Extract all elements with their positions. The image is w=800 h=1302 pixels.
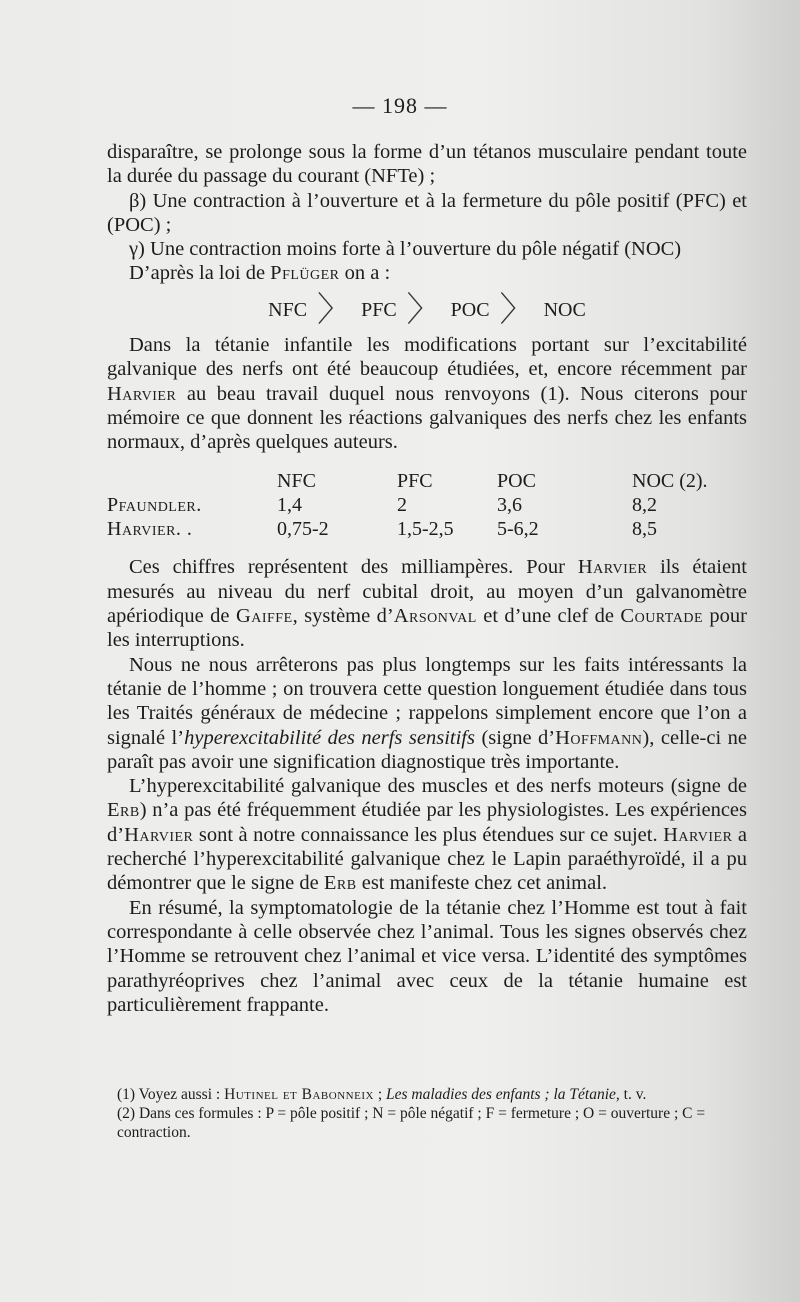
greater-than-symbol: 〉 — [317, 291, 352, 329]
list-item-gamma: γ) Une contraction moins forte à l’ouverture du pôle négatif (NOC) — [129, 238, 682, 261]
paragraph-text: L’hyperexcitabilité galvanique des muscles et des nerfs moteurs (signe de — [129, 775, 747, 798]
formula-term-poc: POC — [450, 298, 490, 321]
author-courtade: Courtade — [620, 605, 704, 628]
footnotes — [117, 1085, 747, 1142]
table-header-row — [107, 469, 742, 493]
pfluger-tail: on a : — [344, 262, 391, 285]
paragraph-text: ) n’a pas été fréquemment étudiée par les physiologistes. Les expériences d’ — [107, 799, 747, 846]
author-arsonval: Arsonval — [393, 605, 477, 628]
paragraph-text: sont à notre connaissance les plus étendues sur ce sujet. — [198, 823, 658, 846]
author-gaiffe: Gaiffe — [235, 605, 293, 628]
greater-than-symbol: 〉 — [499, 291, 534, 329]
paragraph-text: Ces chiffres représentent des milliampères. Pour — [129, 556, 565, 579]
paragraph-text: ils étaient mesurés au niveau du nerf cubital droit, au moyen d’un galvanomètre apériodique de — [107, 556, 747, 628]
author-harvier: Harvier — [124, 823, 194, 846]
table-header-cell — [107, 469, 277, 493]
paragraph-summary: En résumé, la symptomatologie de la tétanie chez l’Homme est tout à fait correspondante à celle observée chez l’animal. Tous les signes observés chez l’Homme se retrouvent chez l’animal et vice versa. L’identité des symptômes parathyréoprives chez l’animal avec ceux de la tétanie humaine est particulièrement frappante. — [107, 896, 747, 1016]
table-header-cell: PFC — [397, 469, 433, 492]
formula-term-pfc: PFC — [361, 298, 397, 321]
paragraph-text: (signe d’ — [481, 726, 556, 749]
paragraph-milliamperes — [107, 555, 747, 652]
footnote-book-title: Les maladies des enfants ; la Tétanie, — [386, 1086, 620, 1103]
formula-term-noc: NOC — [543, 298, 586, 321]
paragraph-human-tetany — [107, 653, 747, 774]
author-erb: Erb — [323, 872, 357, 895]
paragraph-erb-sign — [107, 774, 747, 895]
author-pfluger: Pflüger — [270, 262, 340, 285]
table-row — [107, 517, 742, 541]
table-header-cell: NOC (2). — [632, 469, 708, 492]
paragraph-text: et d’une clef de — [483, 605, 614, 628]
table-cell: 2 — [397, 493, 407, 516]
paragraph-text: a recherché l’hyperexcitabilité galvanique chez le Lapin paraéthyroïdé, il a pu démontrer que le signe de — [107, 823, 748, 895]
table-cell: 5-6,2 — [497, 518, 539, 541]
footnote-text: ; — [377, 1086, 383, 1103]
table-cell: 1,5-2,5 — [397, 518, 454, 541]
table-cell-author: Pfaundler. — [107, 493, 202, 516]
page-number: — 198 — — [352, 93, 448, 118]
table-cell: 0,75-2 — [277, 518, 329, 541]
author-hoffmann: Hoffmann — [555, 726, 643, 749]
footnote-text: t. v. — [623, 1086, 647, 1103]
table-header-cell: POC — [497, 469, 536, 492]
paragraph-text: Dans la tétanie infantile les modifications portant sur l’excitabilité galvanique des nerfs ont été beaucoup étudiées, et, encore récemment par — [107, 334, 747, 381]
greater-than-symbol: 〉 — [406, 291, 441, 329]
list-item-beta: β) Une contraction à l’ouverture et à la fermeture du pôle positif (PFC) et (POC) ; — [107, 189, 747, 236]
table-cell-author: Harvier. . — [107, 518, 193, 541]
footnote-1 — [117, 1085, 747, 1104]
table-cell: 8,5 — [632, 518, 657, 541]
paragraph-continuation: disparaître, se prolonge sous la forme d’un tétanos musculaire pendant toute la durée du passage du courant (NFTe) ; — [107, 141, 747, 188]
formula-term-nfc: NFC — [268, 298, 308, 321]
paragraph-text: ), celle-ci ne paraît pas avoir une signification diagnostique très importante. — [107, 726, 748, 773]
table-header-cell: NFC — [277, 469, 316, 492]
author-erb: Erb — [107, 799, 140, 822]
table-row — [107, 493, 742, 517]
paragraph-text: au beau travail duquel nous renvoyons (1). Nous citerons pour mémoire ce que donnent les réactions galvaniques des nerfs chez les enfants normaux, d’après quelques auteurs. — [107, 382, 747, 454]
pfluger-lead: D’après la loi de — [129, 262, 266, 285]
paragraph-text: , système d’ — [292, 605, 394, 628]
galvanic-values-table — [107, 469, 742, 542]
paragraph-text: est manifeste chez cet animal. — [361, 872, 608, 895]
table-cell: 8,2 — [632, 493, 657, 516]
paragraph-text: Nous ne nous arrêterons pas plus longtemps sur les faits intéressants la tétanie de l’homme ; on trouvera cette question longuement étudiée dans tous les Traités généraux de médecine ; rappelons simplement encore que l’on a signalé l’ — [107, 653, 747, 749]
table-cell: 3,6 — [497, 493, 522, 516]
author-harvier: Harvier — [577, 556, 648, 579]
pfluger-formula — [107, 291, 747, 329]
footnote-authors: Hutinel et Babonneix — [224, 1086, 374, 1103]
paragraph-text: pour les interruptions. — [107, 605, 747, 652]
body-text — [107, 140, 747, 1017]
footnote-2: (2) Dans ces formules : P = pôle positif ; N = pôle négatif ; F = fermeture ; O = ouverture ; C = contraction. — [117, 1105, 706, 1141]
author-harvier: Harvier — [107, 382, 177, 405]
author-harvier: Harvier — [663, 823, 733, 846]
italic-term: hyperexcitabilité des nerfs sensitifs — [184, 726, 475, 749]
footnote-text: (1) Voyez aussi : — [117, 1086, 221, 1103]
pfluger-line — [107, 261, 747, 285]
table-cell: 1,4 — [277, 493, 302, 516]
paragraph-infantile-tetany — [107, 333, 747, 454]
